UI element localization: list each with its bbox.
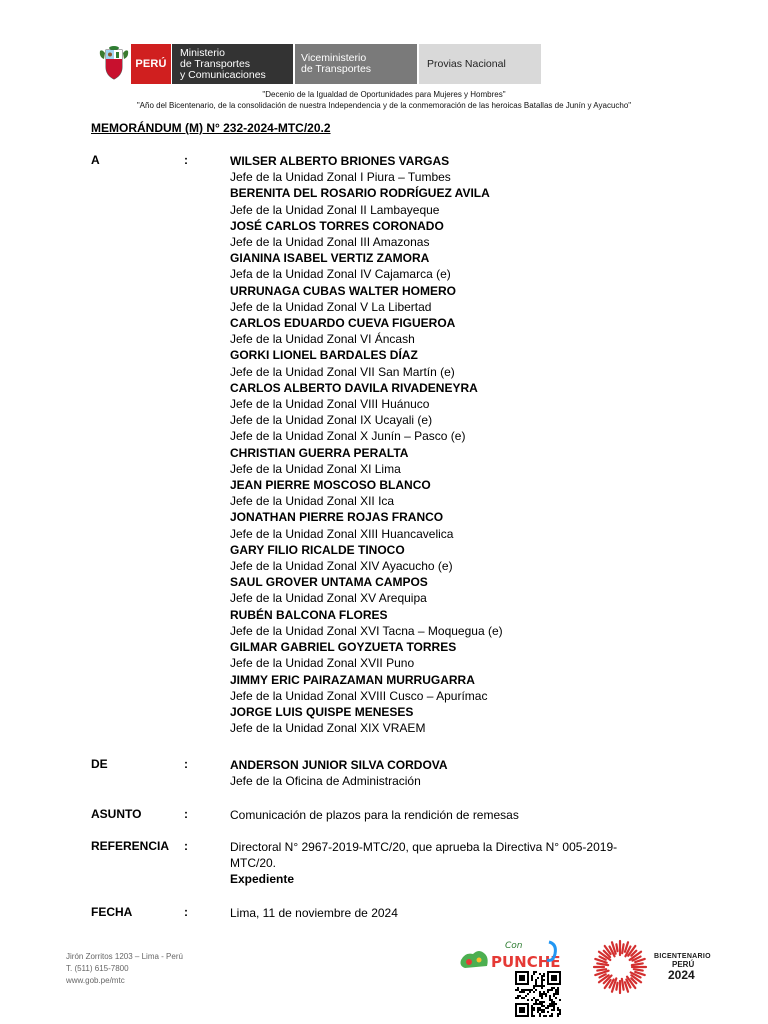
to-colon: : xyxy=(184,153,188,167)
date-text: Lima, 11 de noviembre de 2024 xyxy=(230,906,398,920)
reference-expediente: Expediente xyxy=(230,872,295,887)
provias-label: Provias Nacional xyxy=(427,57,506,70)
from-role: Jefe de la Oficina de Administración xyxy=(230,774,421,789)
recipient-block xyxy=(230,445,670,477)
recipient-role: Jefa de la Unidad Zonal IV Cajamarca (e) xyxy=(230,267,451,282)
viceministry-block xyxy=(295,44,417,84)
recipient-block xyxy=(230,607,670,639)
ministry-line: y Comunicaciones xyxy=(180,68,266,81)
recipient-block xyxy=(230,639,670,671)
recipient-block xyxy=(230,574,670,606)
gov-header xyxy=(97,44,541,84)
coat-of-arms-icon xyxy=(97,44,131,84)
recipient-name: GARY FILIO RICALDE TINOCO xyxy=(230,542,405,557)
recipient-name: BERENITA DEL ROSARIO RODRÍGUEZ AVILA xyxy=(230,186,490,201)
recipient-role: Jefe de la Unidad Zonal X Junín – Pasco (e) xyxy=(230,429,466,444)
recipient-name: WILSER ALBERTO BRIONES VARGAS xyxy=(230,154,450,168)
reference-line: MTC/20. xyxy=(230,856,277,871)
to-label: A xyxy=(91,153,100,167)
recipient-role: Jefe de la Unidad Zonal IX Ucayali (e) xyxy=(230,413,433,428)
recipient-name: URRUNAGA CUBAS WALTER HOMERO xyxy=(230,283,456,298)
recipient-block xyxy=(230,477,670,509)
reference-block xyxy=(230,839,670,888)
reference-colon: : xyxy=(184,839,188,853)
con-punche-logo xyxy=(459,938,563,972)
vice-line: de Transportes xyxy=(301,63,372,75)
recipient-name: GORKI LIONEL BARDALES DÍAZ xyxy=(230,348,418,363)
recipient-block xyxy=(230,218,670,250)
recipient-role: Jefe de la Unidad Zonal XVII Puno xyxy=(230,656,415,671)
peru-brand-block xyxy=(131,44,171,84)
recipient-name: CARLOS EDUARDO CUEVA FIGUEROA xyxy=(230,316,456,331)
recipient-role: Jefe de la Unidad Zonal VIII Huánuco xyxy=(230,397,430,412)
recipient-name: GILMAR GABRIEL GOYZUETA TORRES xyxy=(230,640,457,655)
recipient-name: CHRISTIAN GUERRA PERALTA xyxy=(230,445,409,460)
bicentenario-country: PERÚ xyxy=(672,960,695,969)
recipient-block xyxy=(230,347,670,379)
bicentenario-text xyxy=(654,953,711,981)
recipient-role: Jefe de la Unidad Zonal VII San Martín (e) xyxy=(230,364,455,379)
subject-text: Comunicación de plazos para la rendición de remesas xyxy=(230,808,519,822)
reference-label: REFERENCIA xyxy=(91,839,170,853)
reference-line: Directoral N° 2967-2019-MTC/20, que aprueba la Directiva N° 005-2019- xyxy=(230,840,618,854)
footer-address-line: Jirón Zorritos 1203 – Lima - Perú xyxy=(66,952,183,961)
recipient-name: SAUL GROVER UNTAMA CAMPOS xyxy=(230,575,428,590)
recipient-name: CARLOS ALBERTO DAVILA RIVADENEYRA xyxy=(230,380,478,395)
decenio-motto: "Decenio de la Igualdad de Oportunidades para Mujeres y Hombres" xyxy=(262,90,506,99)
recipient-block xyxy=(230,380,670,445)
recipient-name: JIMMY ERIC PAIRAZAMAN MURRUGARRA xyxy=(230,672,475,687)
recipient-block xyxy=(230,185,670,217)
recipient-role: Jefe de la Unidad Zonal I Piura – Tumbes xyxy=(230,170,451,185)
qr-code xyxy=(515,971,561,1017)
recipient-role: Jefe de la Unidad Zonal XIX VRAEM xyxy=(230,721,426,736)
svg-text:Con: Con xyxy=(505,941,523,951)
recipient-block xyxy=(230,153,670,185)
subject-label: ASUNTO xyxy=(91,807,142,821)
bicentenario-year: 2024 xyxy=(668,968,695,982)
recipient-block xyxy=(230,283,670,315)
recipient-block xyxy=(230,250,670,282)
bicentenario-line: BICENTENARIO xyxy=(654,953,711,960)
ministry-line: Ministerio xyxy=(180,46,225,59)
peru-label: PERÚ xyxy=(135,57,167,70)
from-block xyxy=(230,757,670,789)
recipient-role: Jefe de la Unidad Zonal XIII Huancavelica xyxy=(230,526,454,541)
recipient-name: JEAN PIERRE MOSCOSO BLANCO xyxy=(230,478,431,493)
recipients-list xyxy=(230,153,670,736)
recipient-role: Jefe de la Unidad Zonal V La Libertad xyxy=(230,299,432,314)
recipient-role: Jefe de la Unidad Zonal XI Lima xyxy=(230,461,401,476)
year-motto: "Año del Bicentenario, de la consolidación de nuestra Independencia y de la conmemoración de las heroicas Batallas de Junín y Ayacucho" xyxy=(136,101,632,110)
from-label: DE xyxy=(91,757,108,771)
from-colon: : xyxy=(184,757,188,771)
vice-line: Viceministerio xyxy=(301,52,367,64)
recipient-block xyxy=(230,672,670,704)
footer-phone: T. (511) 615-7800 xyxy=(66,964,129,973)
footer-address xyxy=(66,951,183,987)
recipient-role: Jefe de la Unidad Zonal VI Áncash xyxy=(230,332,415,347)
recipient-role: Jefe de la Unidad Zonal XVI Tacna – Moquegua (e) xyxy=(230,623,503,638)
recipient-role: Jefe de la Unidad Zonal II Lambayeque xyxy=(230,202,440,217)
recipient-name: JORGE LUIS QUISPE MENESES xyxy=(230,704,414,719)
from-name: ANDERSON JUNIOR SILVA CORDOVA xyxy=(230,758,448,772)
recipient-role: Jefe de la Unidad Zonal XVIII Cusco – Apurímac xyxy=(230,688,488,703)
ministry-line: de Transportes xyxy=(180,57,251,70)
recipient-name: RUBÉN BALCONA FLORES xyxy=(230,607,388,622)
date-label: FECHA xyxy=(91,905,133,919)
recipient-block xyxy=(230,542,670,574)
memo-title: MEMORÁNDUM (M) N° 232-2024-MTC/20.2 xyxy=(91,121,331,135)
subject-colon: : xyxy=(184,807,188,821)
date-colon: : xyxy=(184,905,188,919)
provias-block xyxy=(419,44,541,84)
recipient-role: Jefe de la Unidad Zonal III Amazonas xyxy=(230,235,430,250)
recipient-role: Jefe de la Unidad Zonal XII Ica xyxy=(230,494,395,509)
recipient-block xyxy=(230,704,670,736)
recipient-block xyxy=(230,509,670,541)
recipient-name: JONATHAN PIERRE ROJAS FRANCO xyxy=(230,510,444,525)
footer-website: www.gob.pe/mtc xyxy=(66,976,125,985)
recipient-role: Jefe de la Unidad Zonal XIV Ayacucho (e) xyxy=(230,559,453,574)
ministry-block xyxy=(171,44,293,84)
svg-text:PUNCHE: PUNCHE xyxy=(491,953,561,971)
recipient-name: GIANINA ISABEL VERTIZ ZAMORA xyxy=(230,251,430,266)
recipient-block xyxy=(230,315,670,347)
recipient-role: Jefe de la Unidad Zonal XV Arequipa xyxy=(230,591,427,606)
recipient-name: JOSÉ CARLOS TORRES CORONADO xyxy=(230,218,444,233)
